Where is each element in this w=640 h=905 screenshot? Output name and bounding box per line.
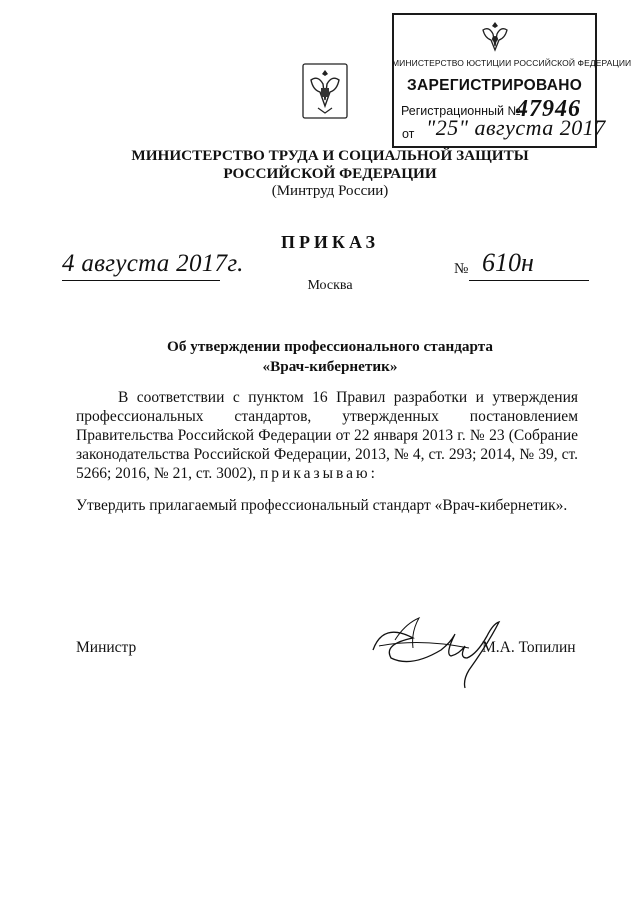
order-city: Москва	[307, 278, 353, 293]
order-date: 4 августа 2017г.	[62, 250, 244, 277]
order-number-label: №	[454, 261, 469, 277]
preamble-text: В соответствии с пунктом 16 Правил разработки и утверждения профессиональных стандартов, утвержденных постановлением Правительства Российской Федерации от 22 января 2013 г. № 23 (Собрание законодательства Российской Федерации, 2013, № 4, ст. 293; 2014, № 39, ст. 5266; 2016, № 21, ст. 3002),	[76, 389, 578, 482]
preamble-action: приказываю:	[260, 465, 378, 482]
stamp-ministry-name: МИНИСТЕРСТВО ЮСТИЦИИ РОССИЙСКОЙ ФЕДЕРАЦИИ	[392, 58, 632, 68]
order-title: ПРИКАЗ	[280, 232, 380, 252]
stamp-reg-number: 47946	[516, 96, 581, 122]
subject-line2: «Врач-кибернетик»	[262, 358, 398, 375]
stamp-reg-number-label: Регистрационный №	[401, 104, 521, 118]
stamp-status: ЗАРЕГИСТРИРОВАНО	[406, 77, 583, 94]
ministry-name-line2: РОССИЙСКОЙ ФЕДЕРАЦИИ	[223, 165, 437, 182]
ministry-name	[90, 147, 570, 183]
stamp-date: "25" августа 2017	[426, 115, 606, 140]
state-emblem-icon	[301, 62, 349, 120]
order-number: 610н	[482, 248, 534, 277]
ministry-name-line1: МИНИСТЕРСТВО ТРУДА И СОЦИАЛЬНОЙ ЗАЩИТЫ	[131, 147, 529, 164]
signatory-name: М.А. Топилин	[482, 639, 576, 656]
subject-line1: Об утверждении профессионального стандарта	[167, 338, 493, 355]
ministry-short-name: (Минтруд России)	[271, 183, 389, 199]
document-subject	[90, 337, 570, 377]
preamble-paragraph	[76, 388, 578, 483]
resolution-paragraph: Утвердить прилагаемый профессиональный стандарт «Врач-кибернетик».	[76, 497, 568, 514]
stamp-date-label: от	[402, 127, 415, 141]
stamp-emblem-icon	[475, 18, 515, 58]
signatory-position: Министр	[76, 639, 137, 656]
